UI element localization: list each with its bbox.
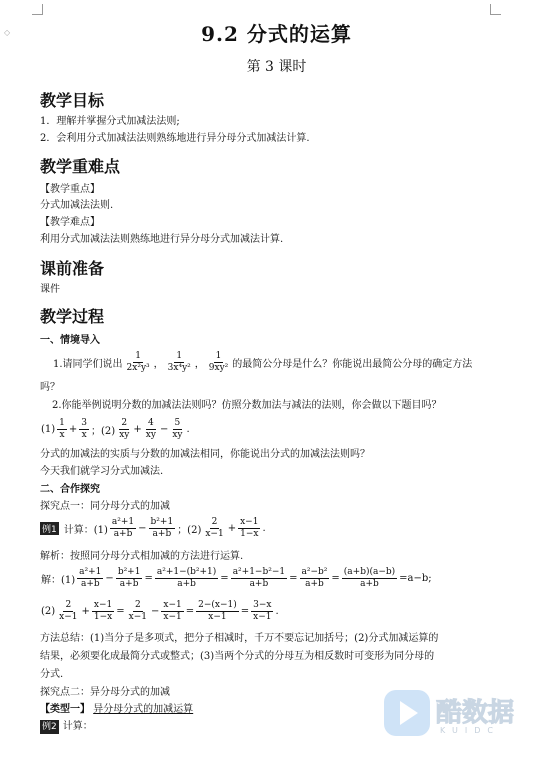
fraction: $\frac{x-1}{1-x}$ <box>93 600 113 622</box>
fraction: $\frac{1}{\text{2x²y³}}$ <box>126 351 150 373</box>
heading-goals: 教学目标 <box>40 91 105 110</box>
page-subtitle: 第 3 课时 <box>246 59 307 75</box>
example-2-line <box>40 720 93 734</box>
fraction: $\frac{1}{\text{3x⁴y²}}$ <box>167 351 191 373</box>
summary-line-3: 分式. <box>40 669 64 680</box>
fraction: $\frac{\text{b²+1}}{a+b}$ <box>117 567 141 589</box>
page-title: 9.2 分式的运算 <box>201 22 352 46</box>
crop-mark-left <box>32 4 43 15</box>
explore-point-1: 探究点一：同分母分式的加减 <box>40 501 170 512</box>
example-2-text: 计算： <box>62 721 93 732</box>
edge-mark-icon: ◇ <box>4 28 11 37</box>
fraction: $\frac{1}{x}$ <box>59 418 65 440</box>
fraction: $\frac{\text{b²+1}}{a+b}$ <box>150 517 174 539</box>
fraction: $\frac{2}{xy}$ <box>119 418 130 440</box>
play-icon <box>384 690 430 736</box>
fraction: $\frac{2}{x-1}$ <box>59 600 78 622</box>
fraction: $\frac{1}{\text{9xy²}}$ <box>208 351 229 373</box>
fraction: $\frac{3-x}{x-1}$ <box>253 600 272 622</box>
difficulty-label: 【教学难点】 <box>40 217 100 228</box>
logo-name: 酷数据 <box>436 698 515 728</box>
summary-line-2: 结果，必须要化成最简分式或整式；(3)当两个分式的分母互为相反数时可变形为同分母的 <box>40 651 435 662</box>
question-2-expressions: (1) $\frac{1}{x}$ + $\frac{3}{x}$ ；(2) $\frac{2}{xy}$ + $\frac{4}{xy}$ − $\frac{5}{xy}$ . <box>41 418 190 440</box>
solution-2: (2) $\frac{2}{x-1}$ + $\frac{x-1}{1-x}$ = $\frac{2}{x-1}$ − $\frac{x-1}{x-1}$ = $\frac{2-(x-1)}{x-1}$ = $\frac{3-x}{x-1}$ . <box>41 600 279 622</box>
fraction: $\frac{\text{a²+1}}{a+b}$ <box>79 567 102 589</box>
heading-process: 教学过程 <box>40 307 105 326</box>
explore-heading: 二、合作探究 <box>40 484 100 495</box>
preparation-text: 课件 <box>40 284 60 295</box>
fraction: $\frac{x-1}{1-x}$ <box>240 517 259 539</box>
fraction: $\frac{2}{x-1}$ <box>128 600 147 622</box>
fraction: $\frac{\text{a²+1−b²−1}}{a+b}$ <box>232 567 286 589</box>
fraction: $\frac{\text{a²−b²}}{a+b}$ <box>301 567 328 589</box>
intro-heading: 一、情境导入 <box>40 335 100 346</box>
fraction: $\frac{\text{a²+1}}{a+b}$ <box>111 517 135 539</box>
logo-sub: KUIDC <box>440 726 500 735</box>
fraction: $\frac{2-(x-1)}{x-1}$ <box>198 600 237 622</box>
goal-item-1: 1．理解并掌握分式加减法法则; <box>40 116 180 127</box>
fraction: $\frac{4}{xy}$ <box>145 418 156 440</box>
question-2: 2.你能举例说明分数的加减法法则吗？仿照分数加法与减法的法则，你会做以下题目吗？ <box>52 400 442 411</box>
question-1-suffix: 的最简公分母是什么？你能说出最简公分母的确定方法 <box>232 359 473 370</box>
example-2-tag: 例2 <box>42 722 57 732</box>
question-1-tail: 吗？ <box>40 382 60 393</box>
fraction: $\frac{3}{x}$ <box>81 418 88 440</box>
difficulty-text: 利用分式加减法法则熟练地进行异分母分式加减法计算. <box>40 234 284 245</box>
question-1: 1.请同学们说出 $\frac{1}{\text{2x²y³}}$ ， $\frac{1}{\text{3x⁴y²}}$ ， $\frac{1}{\text{9xy²}}$ 的最简公分母是什么？你能说出最简公分母的确定方法 <box>53 351 473 373</box>
intro-paragraph-2: 今天我们就学习分式加减法. <box>40 466 164 477</box>
watermark-logo <box>384 690 534 746</box>
type-1-label: 【类型一】 <box>40 704 90 715</box>
fraction: $\frac{\text{a²+1−(b²+1)}}{a+b}$ <box>156 567 217 589</box>
type-1-text: 异分母分式的加减运算 <box>93 704 194 715</box>
fraction: $\frac{2}{x-1}$ <box>205 517 224 539</box>
type-1-line <box>40 703 193 717</box>
intro-paragraph-1: 分式的加减法的实质与分数的加减法相同，你能说出分式的加减法法则吗？ <box>40 449 370 460</box>
goal-item-2: 2．会利用分式加减法法则熟练地进行异分母分式加减法计算. <box>40 133 310 144</box>
solution-1: 解：(1) $\frac{\text{a²+1}}{a+b}$ − $\frac{\text{b²+1}}{a+b}$ = $\frac{\text{a²+1−(b²+1)}}{a+b}$ = $\frac{\text{a²+1−b²−1}}{a+b}$ = $\frac{\text{a²−b²}}{a+b}$ = $\frac{(a+b)(a-b)}{a+b}$ =a−b; <box>41 567 432 589</box>
key-text: 分式加减法法则. <box>40 200 114 211</box>
example-1-tag: 例1 <box>40 522 59 535</box>
heading-keys: 教学重难点 <box>40 157 121 176</box>
fraction: $\frac{5}{xy}$ <box>172 418 183 440</box>
example-1: 例1 计算：(1) $\frac{\text{a²+1}}{a+b}$ − $\frac{\text{b²+1}}{a+b}$ ；(2) $\frac{2}{x-1}$ + $\frac{x-1}{1-x}$ . <box>42 517 266 539</box>
heading-preparation: 课前准备 <box>40 259 105 278</box>
question-1-prefix: 1.请同学们说出 <box>53 359 123 370</box>
explore-point-2: 探究点二：异分母分式的加减 <box>40 687 170 698</box>
summary-line-1: 方法总结：(1)当分子是多项式，把分子相减时，千万不要忘记加括号；(2)分式加减运算的 <box>40 633 439 644</box>
key-label: 【教学重点】 <box>40 184 100 195</box>
fraction: $\frac{(a+b)(a-b)}{a+b}$ <box>343 567 396 589</box>
crop-mark-right <box>490 4 501 15</box>
analysis-text: 解析：按照同分母分式相加减的方法进行运算. <box>40 551 244 562</box>
fraction: $\frac{x-1}{x-1}$ <box>163 600 182 622</box>
